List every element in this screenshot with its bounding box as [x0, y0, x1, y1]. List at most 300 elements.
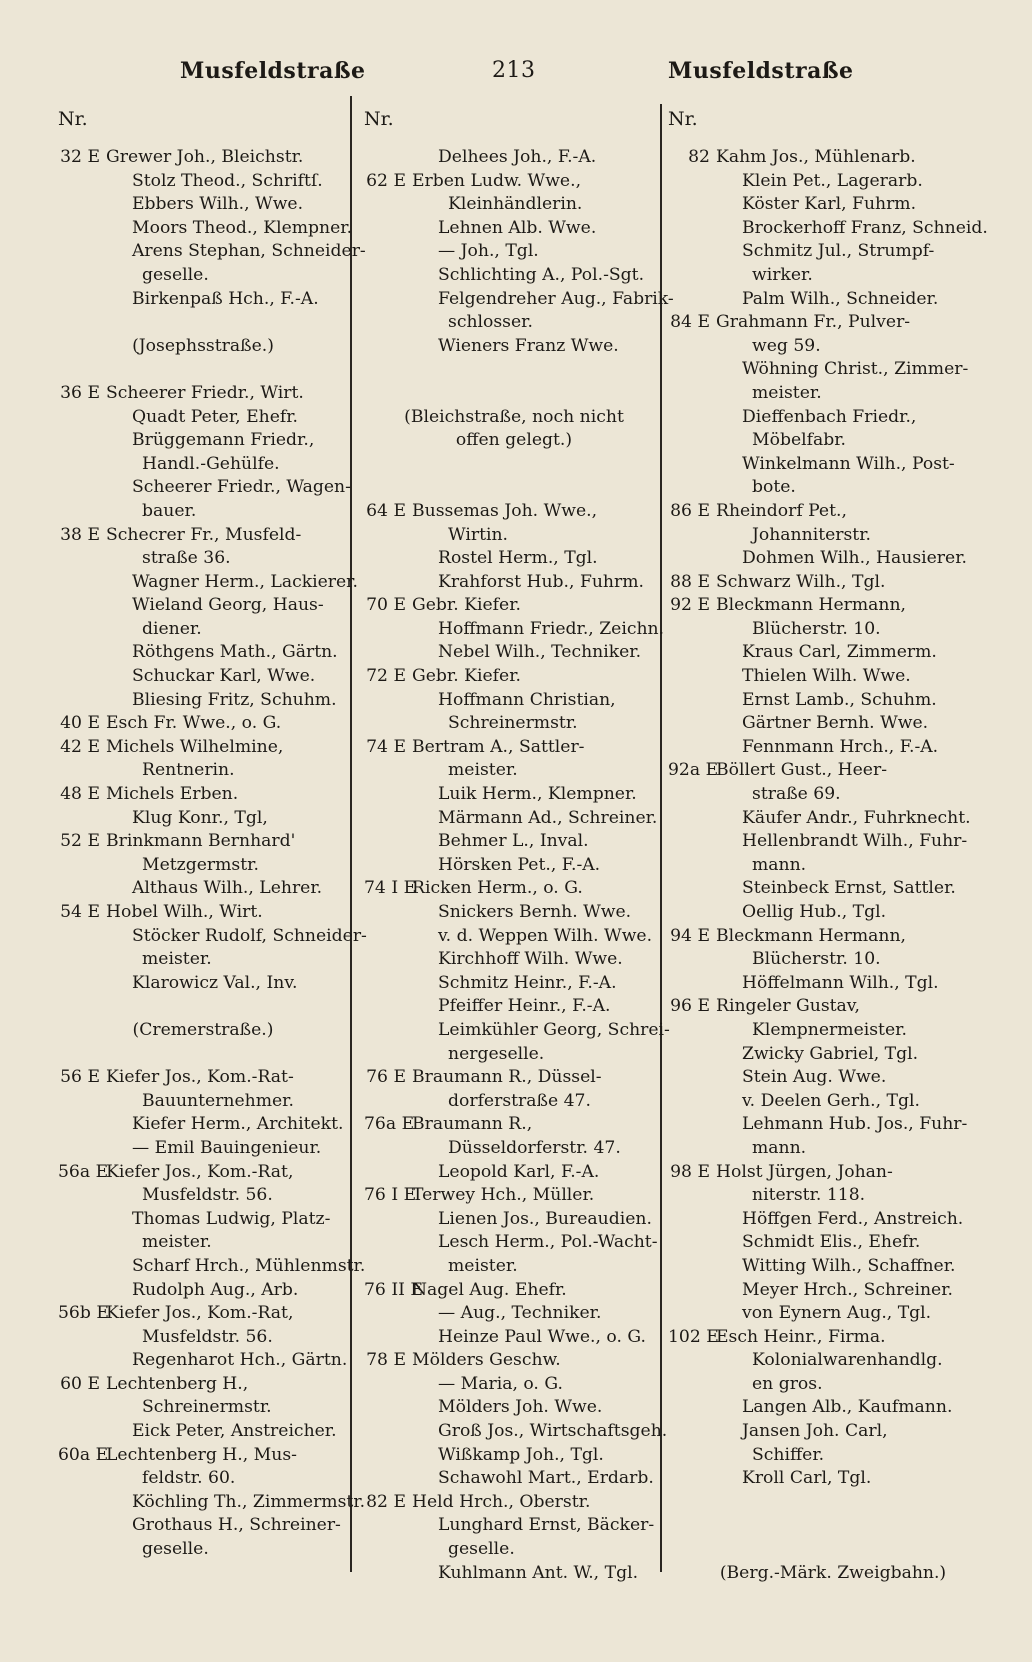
house-number	[668, 1349, 716, 1373]
directory-entry	[668, 476, 998, 500]
directory-entry	[58, 193, 348, 217]
resident-text: Kiefer Herm., Architekt.	[132, 1114, 344, 1135]
resident-text: Bauunternehmer.	[142, 1090, 294, 1111]
directory-entry	[58, 146, 348, 170]
resident-text: straße 69.	[752, 784, 841, 805]
resident-text: Heinze Paul Wwe., o. G.	[438, 1326, 646, 1347]
resident-text: Lienen Jos., Bureaudien.	[438, 1208, 652, 1229]
resident-text: dorferstraße 47.	[448, 1090, 591, 1111]
resident-text: Handl.-Gehülfe.	[142, 453, 280, 474]
resident-text: Wieners Franz Wwe.	[438, 335, 619, 356]
directory-entry	[364, 665, 664, 689]
resident-text: Thomas Ludwig, Platz-	[132, 1208, 331, 1229]
resident-text: — Emil Bauingenieur.	[132, 1137, 322, 1158]
house-number	[58, 759, 106, 783]
house-number	[58, 193, 106, 217]
directory-entry	[58, 217, 353, 241]
resident-text: Möbelfabr.	[752, 430, 847, 451]
spacer	[58, 1043, 348, 1067]
directory-entry	[364, 146, 664, 170]
house-number	[364, 759, 412, 783]
directory-entry	[58, 1208, 348, 1232]
directory-entry	[364, 1019, 670, 1043]
house-number: 40 E	[60, 713, 100, 734]
house-number	[58, 1113, 106, 1137]
house-number: 74 I E	[364, 878, 417, 899]
resident-text: Brinkmann Bernhard'	[106, 831, 296, 852]
directory-entry	[364, 500, 664, 524]
house-number	[668, 1137, 716, 1161]
directory-entry	[364, 901, 664, 925]
directory-entry	[58, 240, 366, 264]
resident-text: Stöcker Rudolf, Schneider-	[132, 925, 367, 946]
directory-entry	[668, 429, 998, 453]
house-number	[364, 618, 412, 642]
house-number	[364, 1467, 412, 1491]
house-number	[668, 948, 716, 972]
resident-text: Kolonialwarenhandlg.	[752, 1350, 943, 1371]
house-number	[364, 288, 412, 312]
spacer	[364, 476, 664, 500]
house-number	[668, 830, 716, 854]
directory-entry	[364, 1090, 664, 1114]
house-number	[668, 217, 716, 241]
directory-entry	[668, 1467, 998, 1491]
resident-text: diener.	[142, 618, 202, 639]
directory-entry	[364, 1113, 664, 1137]
house-number	[668, 1019, 716, 1043]
resident-text: Felgendreher Aug., Fabrik-	[438, 288, 674, 309]
spacer	[364, 453, 664, 477]
resident-text: Lesch Herm., Pol.-Wacht-	[438, 1232, 658, 1253]
directory-entry	[58, 1491, 366, 1515]
house-number	[668, 641, 716, 665]
resident-text: Schawohl Mart., Erdarb.	[438, 1468, 654, 1489]
directory-entry	[668, 170, 998, 194]
directory-entry	[364, 1514, 664, 1538]
resident-text: Scheerer Friedr., Wagen-	[132, 477, 351, 498]
house-number	[364, 783, 412, 807]
directory-entry	[668, 712, 998, 736]
resident-text: weg 59.	[752, 335, 821, 356]
house-number: 76 E	[366, 1067, 406, 1088]
directory-entry	[58, 1444, 348, 1468]
resident-text: Käufer Andr., Fuhrknecht.	[742, 807, 971, 828]
house-number	[668, 854, 716, 878]
directory-entry	[58, 1113, 348, 1137]
house-number	[668, 547, 716, 571]
resident-text: Grahmann Fr., Pulver-	[716, 312, 911, 333]
house-number: 56 E	[60, 1067, 100, 1088]
house-number	[58, 1396, 106, 1420]
house-number	[58, 429, 106, 453]
directory-entry	[58, 1420, 348, 1444]
resident-text: mann.	[752, 854, 807, 875]
resident-text: Mölders Geschw.	[412, 1350, 561, 1371]
house-number	[668, 901, 716, 925]
resident-text: Blücherstr. 10.	[752, 949, 881, 970]
directory-entry	[364, 972, 664, 996]
section-heading: (Bleichstraße, noch nicht	[404, 406, 624, 427]
directory-entry	[668, 1019, 998, 1043]
directory-entry	[668, 358, 998, 382]
resident-text: meister.	[448, 1255, 518, 1276]
house-number	[58, 1184, 106, 1208]
directory-entry	[668, 925, 998, 949]
resident-text: Bertram A., Sattler-	[412, 736, 585, 757]
resident-text: Thielen Wilh. Wwe.	[742, 666, 911, 687]
directory-entry	[668, 311, 998, 335]
resident-text: Quadt Peter, Ehefr.	[132, 406, 299, 427]
directory-entry	[668, 1302, 998, 1326]
resident-text: Rentnerin.	[142, 760, 235, 781]
house-number	[364, 1514, 412, 1538]
resident-text: geselle.	[142, 1539, 209, 1560]
directory-entry	[668, 288, 998, 312]
directory-entry	[58, 1302, 348, 1326]
house-number	[668, 1208, 716, 1232]
directory-entry	[364, 1161, 664, 1185]
resident-text: Hellenbrandt Wilh., Fuhr-	[742, 831, 968, 852]
resident-text: Mölders Joh. Wwe.	[438, 1397, 603, 1418]
house-number	[58, 807, 106, 831]
resident-text: Kiefer Jos., Kom.-Rat-	[106, 1067, 294, 1088]
spacer	[668, 1514, 998, 1538]
directory-entry	[58, 1279, 348, 1303]
house-number: 48 E	[60, 784, 100, 805]
section-heading: (Josephsstraße.)	[132, 335, 274, 356]
directory-entry	[58, 1396, 348, 1420]
directory-entry	[668, 1326, 998, 1350]
directory-entry	[668, 240, 998, 264]
resident-text: wirker.	[752, 264, 813, 285]
column-entries	[668, 146, 998, 1585]
directory-entry	[364, 1066, 664, 1090]
resident-text: Schmitz Heinr., F.-A.	[438, 972, 617, 993]
resident-text: feldstr. 60.	[142, 1468, 236, 1489]
directory-entry	[364, 641, 664, 665]
house-number	[668, 1255, 716, 1279]
directory-entry	[364, 736, 664, 760]
house-number	[364, 1302, 412, 1326]
house-number	[668, 170, 716, 194]
directory-entry	[668, 854, 998, 878]
house-number	[364, 1396, 412, 1420]
house-number: 56b E	[58, 1303, 109, 1324]
resident-text: Hoffmann Friedr., Zeichn.	[438, 618, 665, 639]
house-number	[364, 1373, 412, 1397]
directory-entry	[668, 948, 998, 972]
house-number	[364, 571, 412, 595]
resident-text: Steinbeck Ernst, Sattler.	[742, 878, 956, 899]
directory-entry	[364, 264, 664, 288]
resident-text: Ricken Herm., o. G.	[412, 878, 583, 899]
resident-text: Ringeler Gustav,	[716, 996, 860, 1017]
resident-text: Terwey Hch., Müller.	[412, 1185, 595, 1206]
directory-entry	[364, 1302, 664, 1326]
resident-text: Köchling Th., Zimmermstr.	[132, 1491, 366, 1512]
column-1	[58, 104, 367, 1562]
directory-entry	[58, 665, 348, 689]
resident-text: Gebr. Kiefer.	[412, 666, 521, 687]
resident-text: Leopold Karl, F.-A.	[438, 1161, 600, 1182]
resident-text: Ernst Lamb., Schuhm.	[742, 689, 937, 710]
house-number	[58, 476, 106, 500]
resident-text: bauer.	[142, 500, 197, 521]
resident-text: Wieland Georg, Haus-	[132, 595, 324, 616]
directory-entry	[58, 736, 348, 760]
resident-text: Althaus Wilh., Lehrer.	[132, 878, 323, 899]
resident-text: Snickers Bernh. Wwe.	[438, 902, 632, 922]
house-number	[668, 1420, 716, 1444]
house-number	[364, 854, 412, 878]
directory-entry	[364, 1491, 664, 1515]
directory-entry	[668, 995, 998, 1019]
house-number	[364, 311, 412, 335]
directory-entry	[668, 1420, 998, 1444]
directory-entry	[58, 288, 348, 312]
house-number	[668, 1184, 716, 1208]
directory-entry	[364, 335, 664, 359]
house-number: 76a E	[364, 1114, 415, 1135]
directory-entry	[364, 571, 664, 595]
directory-entry	[58, 524, 348, 548]
house-number	[668, 1090, 716, 1114]
house-number	[58, 1326, 106, 1350]
resident-text: Gebr. Kiefer.	[412, 595, 521, 616]
house-number	[364, 1090, 412, 1114]
house-number: 38 E	[60, 524, 100, 545]
house-number	[58, 594, 106, 618]
house-number	[364, 1538, 412, 1562]
resident-text: nergeselle.	[448, 1043, 545, 1064]
house-number	[364, 1137, 412, 1161]
resident-text: meister.	[448, 760, 518, 781]
house-number: 102 E	[668, 1326, 719, 1347]
house-number	[364, 335, 412, 359]
directory-entry	[58, 406, 348, 430]
house-number	[58, 948, 106, 972]
directory-entry	[364, 995, 664, 1019]
house-number: 60 E	[60, 1373, 100, 1394]
resident-text: Stein Aug. Wwe.	[742, 1067, 887, 1088]
directory-entry	[364, 288, 674, 312]
resident-text: Klarowicz Val., Inv.	[132, 972, 298, 993]
directory-entry	[58, 783, 348, 807]
section-heading: (Berg.-Märk. Zweigbahn.)	[719, 1562, 947, 1583]
resident-text: Pfeiffer Heinr., F.-A.	[438, 996, 611, 1017]
house-number: 92a E	[668, 760, 719, 781]
resident-text: Kahm Jos., Mühlenarb.	[716, 147, 916, 167]
directory-entry	[58, 1090, 348, 1114]
house-number	[668, 618, 716, 642]
house-number	[58, 665, 106, 689]
directory-entry	[364, 170, 664, 194]
house-number	[58, 1491, 106, 1515]
resident-text: Hoffmann Christian,	[438, 689, 616, 710]
directory-entry	[364, 1420, 668, 1444]
house-number	[668, 1373, 716, 1397]
resident-text: Held Hrch., Oberstr.	[412, 1491, 591, 1512]
resident-text: Meyer Hrch., Schreiner.	[742, 1279, 954, 1300]
house-number	[58, 264, 106, 288]
directory-entry	[668, 382, 998, 406]
directory-entry	[668, 146, 998, 170]
spacer	[668, 1491, 998, 1515]
house-number	[668, 193, 716, 217]
directory-entry	[58, 453, 348, 477]
resident-text: Esch Heinr., Firma.	[716, 1326, 886, 1347]
house-number	[58, 547, 106, 571]
resident-text: Schreinermstr.	[142, 1397, 272, 1418]
directory-entry	[58, 948, 348, 972]
directory-entry	[668, 1349, 998, 1373]
resident-text: v. Deelen Gerh., Tgl.	[742, 1090, 920, 1111]
house-number	[364, 830, 412, 854]
house-number	[58, 854, 106, 878]
directory-entry	[668, 807, 998, 831]
directory-entry	[364, 1255, 664, 1279]
spacer	[58, 358, 348, 382]
resident-text: Kraus Carl, Zimmerm.	[742, 642, 937, 663]
house-number	[668, 1043, 716, 1067]
resident-text: Schmitz Jul., Strumpf-	[742, 241, 935, 262]
house-number	[58, 500, 106, 524]
resident-text: Scheerer Friedr., Wirt.	[106, 382, 304, 403]
house-number	[668, 1066, 716, 1090]
directory-entry	[58, 476, 351, 500]
directory-entry	[364, 854, 664, 878]
directory-entry	[364, 1208, 664, 1232]
house-number	[668, 1279, 716, 1303]
house-number	[58, 453, 106, 477]
house-number	[58, 217, 106, 241]
directory-entry	[364, 193, 664, 217]
resident-text: Metzgermstr.	[142, 854, 259, 875]
house-number	[364, 1420, 412, 1444]
resident-text: Köster Karl, Fuhrm.	[742, 194, 917, 215]
directory-entry	[364, 1373, 664, 1397]
house-number	[58, 972, 106, 996]
house-number	[364, 995, 412, 1019]
directory-entry	[364, 547, 664, 571]
directory-entry	[668, 571, 998, 595]
house-number	[668, 382, 716, 406]
resident-text: Höffelmann Wilh., Tgl.	[742, 972, 939, 993]
resident-text: Lechtenberg H.,	[106, 1373, 249, 1394]
directory-entry	[58, 500, 348, 524]
house-number	[58, 1514, 106, 1538]
resident-text: Jansen Joh. Carl,	[742, 1421, 888, 1442]
directory-entry	[364, 712, 664, 736]
directory-entry	[668, 689, 998, 713]
directory-entry	[364, 807, 664, 831]
resident-text: Düsseldorferstr. 47.	[448, 1137, 621, 1158]
directory-entry	[668, 877, 998, 901]
resident-text: Schreinermstr.	[448, 713, 578, 734]
directory-entry	[58, 1538, 348, 1562]
directory-entry	[58, 1161, 348, 1185]
resident-text: Oellig Hub., Tgl.	[742, 902, 887, 922]
directory-entry	[668, 217, 998, 241]
house-number: 74 E	[366, 736, 406, 757]
resident-text: Kroll Carl, Tgl.	[742, 1468, 872, 1489]
resident-text: Böllert Gust., Heer-	[716, 760, 888, 781]
resident-text: Schlichting A., Pol.-Sgt.	[438, 264, 645, 285]
house-number	[668, 240, 716, 264]
house-number	[668, 406, 716, 430]
directory-entry	[58, 594, 348, 618]
house-number: 76 I E	[364, 1185, 417, 1206]
resident-text: meister.	[142, 1232, 212, 1253]
directory-entry	[668, 1043, 998, 1067]
house-number: 60a E	[58, 1444, 109, 1465]
house-number: 56a E	[58, 1161, 109, 1182]
column-nr-label: Nr.	[58, 108, 88, 130]
directory-entry	[58, 1349, 348, 1373]
house-number	[58, 1137, 106, 1161]
house-number	[668, 665, 716, 689]
directory-entry	[668, 453, 998, 477]
resident-text: Johanniterstr.	[752, 524, 872, 545]
directory-entry	[364, 925, 664, 949]
directory-entry	[668, 1113, 998, 1137]
directory-entry	[668, 1279, 998, 1303]
resident-text: Bleckmann Hermann,	[716, 595, 907, 616]
house-number: 92 E	[670, 595, 710, 616]
resident-text: Lehmann Hub. Jos., Fuhr-	[742, 1114, 968, 1135]
directory-entry	[58, 1137, 348, 1161]
directory-entry	[668, 1208, 998, 1232]
directory-entry	[668, 1396, 998, 1420]
house-number	[364, 193, 412, 217]
house-number: 82 E	[366, 1491, 406, 1512]
resident-text: Dieffenbach Friedr.,	[742, 406, 917, 427]
resident-text: Schwarz Wilh., Tgl.	[716, 571, 886, 592]
resident-text: Luik Herm., Klempner.	[438, 784, 637, 805]
resident-text: Lehnen Alb. Wwe.	[438, 217, 597, 238]
house-number	[58, 618, 106, 642]
directory-entry	[364, 524, 664, 548]
directory-entry	[58, 382, 348, 406]
resident-text: Regenharot Hch., Gärtn.	[132, 1350, 348, 1371]
resident-text: en gros.	[752, 1373, 823, 1394]
resident-text: Wirtin.	[448, 524, 509, 545]
resident-text: Musfeldstr. 56.	[142, 1185, 273, 1206]
house-number: 82	[688, 147, 710, 167]
directory-entry	[364, 594, 664, 618]
house-number	[58, 170, 106, 194]
column-nr-label: Nr.	[668, 108, 698, 130]
resident-text: Schecrer Fr., Musfeld-	[106, 524, 302, 545]
directory-entry	[58, 689, 348, 713]
directory-entry	[58, 877, 348, 901]
house-number	[364, 1231, 412, 1255]
directory-entry	[364, 1184, 664, 1208]
directory-entry	[58, 854, 348, 878]
resident-text: — Maria, o. G.	[438, 1373, 563, 1394]
directory-entry	[668, 759, 998, 783]
resident-text: Klein Pet., Lagerarb.	[742, 170, 923, 191]
house-number	[668, 476, 716, 500]
directory-entry	[364, 311, 664, 335]
house-number	[58, 1538, 106, 1562]
column-nr-label: Nr.	[364, 108, 394, 130]
directory-entry	[668, 264, 998, 288]
house-number	[58, 689, 106, 713]
resident-text: von Eynern Aug., Tgl.	[742, 1303, 932, 1324]
resident-text: Kuhlmann Ant. W., Tgl.	[438, 1562, 639, 1583]
